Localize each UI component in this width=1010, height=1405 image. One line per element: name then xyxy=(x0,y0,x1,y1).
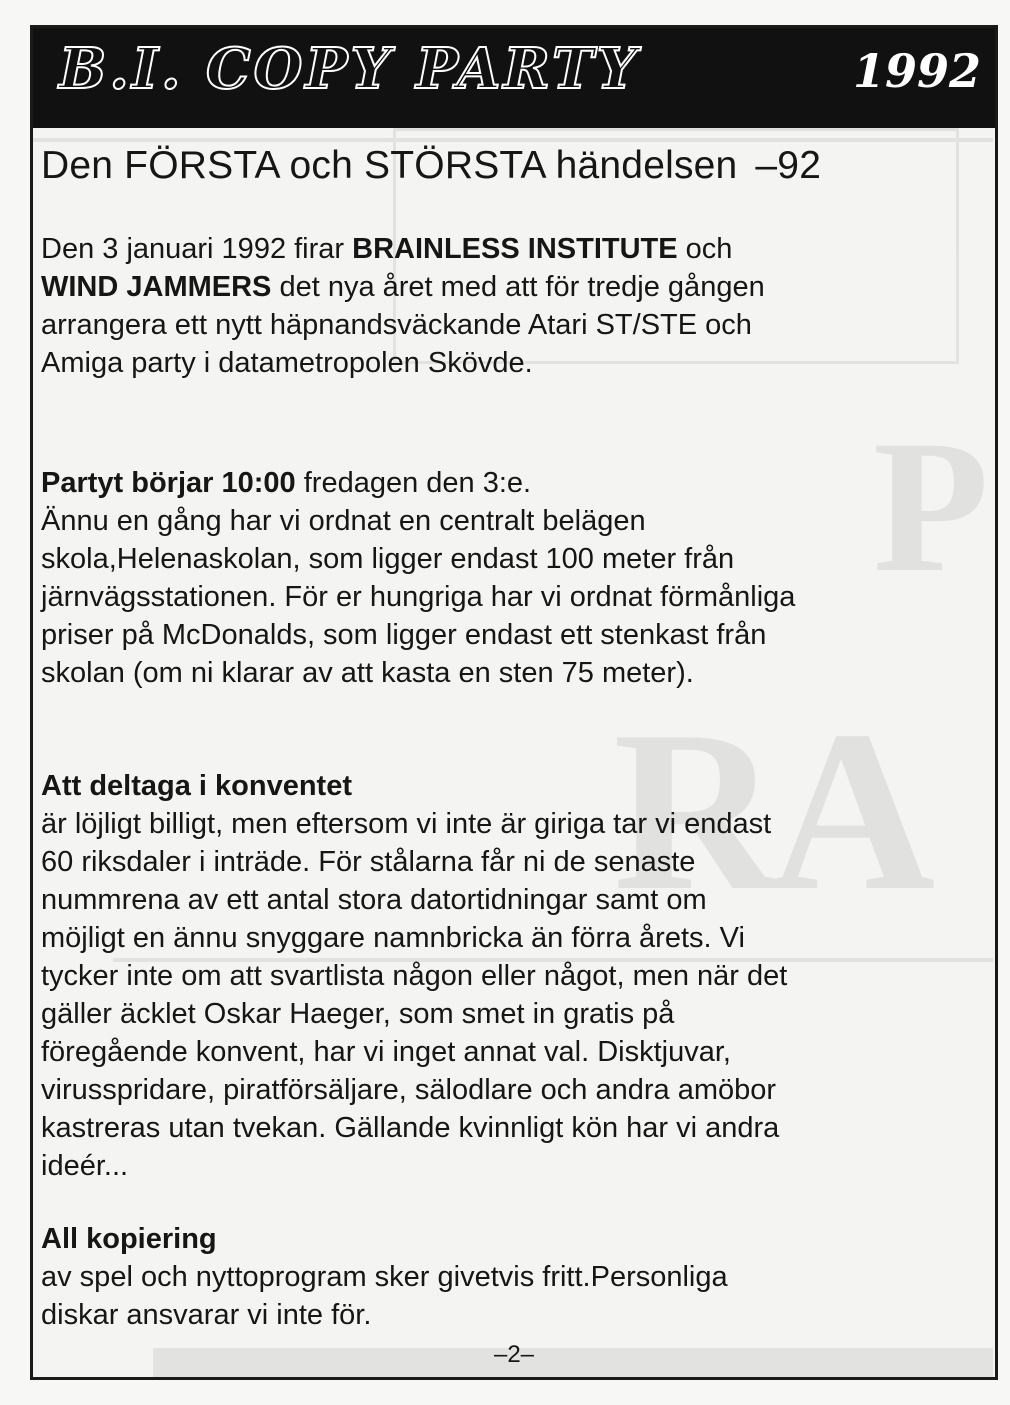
page-number: –2– xyxy=(493,1341,535,1368)
bleed-through-mark: P xyxy=(873,402,990,612)
intro-text: Den 3 januari 1992 firar xyxy=(41,233,353,265)
body-line: skola,Helenaskolan, som ligger endast 100 meter från xyxy=(41,543,735,575)
banner-year: 1992 xyxy=(852,44,981,98)
body-line: 60 riksdaler i inträde. För stålarna får ni de senaste xyxy=(41,846,696,878)
title-banner xyxy=(33,28,995,128)
banner-title: B.I. COPY PARTY xyxy=(59,36,640,102)
intro-line xyxy=(41,268,765,306)
body-line: ideér... xyxy=(41,1150,129,1182)
page-headline xyxy=(41,144,821,188)
body-line: nummrena av ett antal stora datortidningar samt om xyxy=(41,884,707,916)
intro-line: arrangera ett nytt häpnandsväckande Atari ST/STE och xyxy=(41,309,752,341)
body-line: Ännu en gång har vi ordnat en centralt belägen xyxy=(41,505,646,537)
attend-section xyxy=(41,767,787,1185)
intro-line xyxy=(41,230,765,268)
bleed-through-mark: RA xyxy=(613,683,926,938)
start-first-line xyxy=(41,464,795,502)
intro-bold: WIND JAMMERS xyxy=(41,271,272,303)
start-section xyxy=(41,464,795,692)
body-line: diskar ansvarar vi inte för. xyxy=(41,1299,372,1331)
intro-section xyxy=(41,230,765,382)
section-heading: Partyt börjar 10:00 xyxy=(41,467,296,499)
body-line: järnvägsstationen. För er hungriga har vi ordnat förmånliga xyxy=(41,581,796,613)
body-line: möjligt en ännu snyggare namnbricka än förra årets. Vi xyxy=(41,922,745,954)
intro-text: det nya året med att för tredje gången xyxy=(271,271,765,303)
headline-suffix: –92 xyxy=(755,144,822,187)
headline-text: Den FÖRSTA och STÖRSTA händelsen xyxy=(41,144,738,187)
body-line: skolan (om ni klarar av att kasta en sten 75 meter). xyxy=(41,657,694,689)
document-page xyxy=(30,25,998,1380)
body-line: virusspridare, piratförsäljare, sälodlare och andra amöbor xyxy=(41,1074,777,1106)
bleed-through-rule xyxy=(33,138,993,142)
intro-bold: BRAINLESS INSTITUTE xyxy=(352,233,678,265)
body-line: gäller äcklet Oskar Haeger, som smet in gratis på xyxy=(41,998,675,1030)
section-heading: Att deltaga i konventet xyxy=(41,770,352,802)
body-line: tycker inte om att svartlista någon eller något, men när det xyxy=(41,960,788,992)
intro-line: Amiga party i datametropolen Skövde. xyxy=(41,347,533,379)
body-line: av spel och nyttoprogram sker givetvis fritt.Personliga xyxy=(41,1261,728,1293)
start-text: fredagen den 3:e. xyxy=(295,467,532,499)
body-line: föregående konvent, har vi inget annat val. Disktjuvar, xyxy=(41,1036,731,1068)
intro-text: och xyxy=(677,233,733,265)
section-heading: All kopiering xyxy=(41,1223,217,1255)
body-line: kastreras utan tvekan. Gällande kvinnligt kön har vi andra xyxy=(41,1112,780,1144)
copy-section xyxy=(41,1220,728,1334)
body-line: priser på McDonalds, som ligger endast ett stenkast från xyxy=(41,619,767,651)
body-line: är löjligt billigt, men eftersom vi inte är giriga tar vi endast xyxy=(41,808,772,840)
